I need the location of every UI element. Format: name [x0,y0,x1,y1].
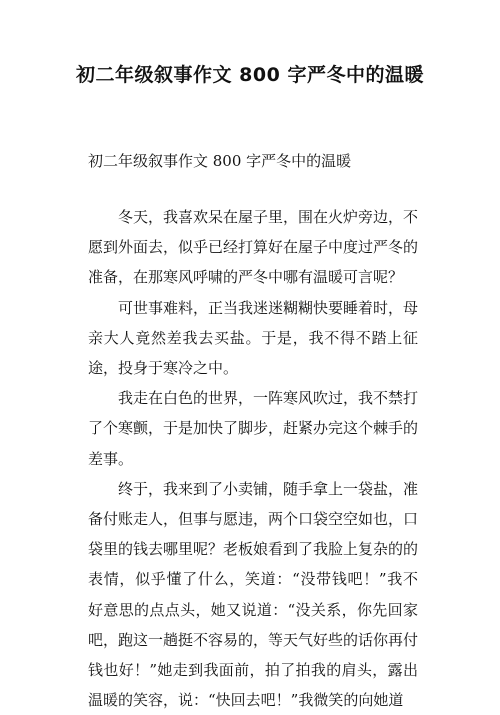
document-title: 初二年级叙事作文 800 字严冬中的温暖 [76,64,424,86]
document-body [88,202,418,715]
document-subtitle: 初二年级叙事作文 800 字严冬中的温暖 [88,152,352,170]
paragraph: 终于，我来到了小卖铺，随手拿上一袋盐，准备付账走人，但事与愿违，两个口袋空空如也，口袋里的钱去哪里呢？老板娘看到了我脸上复杂的的表情，似乎懂了什么，笑道：“没带钱吧！”我不好意思的点点头，她又说道：“没关系，你先回家吧，跑这一趟挺不容易的，等天气好些的话你再付钱也好！”她走到我面前，拍了拍我的肩头，露出温暖的笑容，说：“快回去吧！”我微笑的向她道 [88,479,419,710]
paragraph: 我走在白色的世界，一阵寒风吹过，我不禁打了个寒颤，于是加快了脚步，赶紧办完这个棘手的差事。 [88,389,419,468]
paragraph: 冬天，我喜欢呆在屋子里，围在火炉旁边，不愿到外面去，似乎已经打算好在屋子中度过严冬的准备，在那寒风呼啸的严冬中哪有温暖可言呢？ [88,208,419,287]
paragraph: 可世事难料，正当我迷迷糊糊快要睡着时，母亲大人竟然差我去买盐。于是，我不得不踏上征途，投身于寒冷之中。 [88,298,419,378]
